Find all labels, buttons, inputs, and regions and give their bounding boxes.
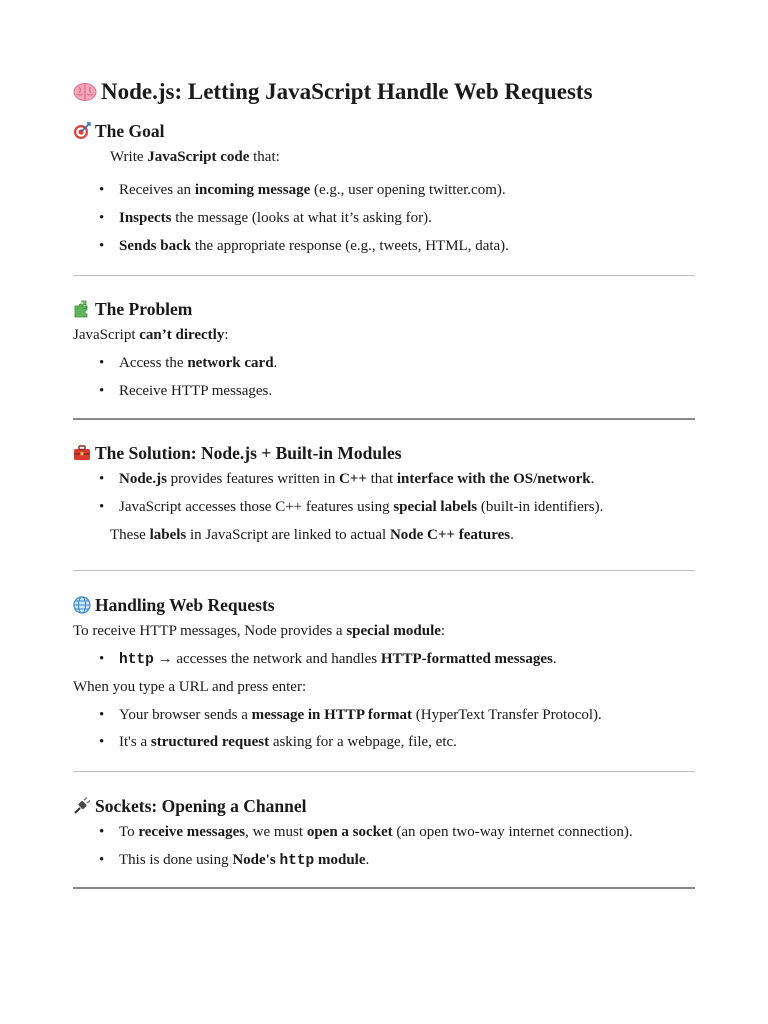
target-icon [73, 122, 91, 145]
puzzle-icon [73, 300, 91, 323]
brain-icon [73, 81, 97, 109]
title-text: Node.js: Letting JavaScript Handle Web Requests [101, 79, 593, 104]
goal-intro: Write JavaScript code that: [110, 149, 280, 165]
plug-icon [73, 797, 91, 820]
divider [73, 570, 695, 571]
divider [73, 887, 695, 889]
problem-heading: The Problem [73, 298, 192, 323]
problem-intro: JavaScript can’t directly: [73, 327, 229, 343]
solution-heading: The Solution: Node.js + Built-in Modules [73, 442, 402, 467]
divider [73, 275, 695, 276]
solution-note: These labels in JavaScript are linked to actual Node C++ features. [110, 527, 514, 543]
handling-intro: To receive HTTP messages, Node provides a special module: [73, 623, 446, 639]
toolbox-icon [73, 444, 91, 467]
goal-heading: The Goal [73, 120, 165, 145]
divider [73, 418, 695, 420]
sockets-heading: Sockets: Opening a Channel [73, 795, 307, 820]
divider [73, 771, 695, 772]
handling-heading: Handling Web Requests [73, 594, 275, 619]
handling-intro-2: When you type a URL and press enter: [73, 679, 307, 695]
globe-icon [73, 596, 91, 619]
page-title [73, 78, 593, 109]
